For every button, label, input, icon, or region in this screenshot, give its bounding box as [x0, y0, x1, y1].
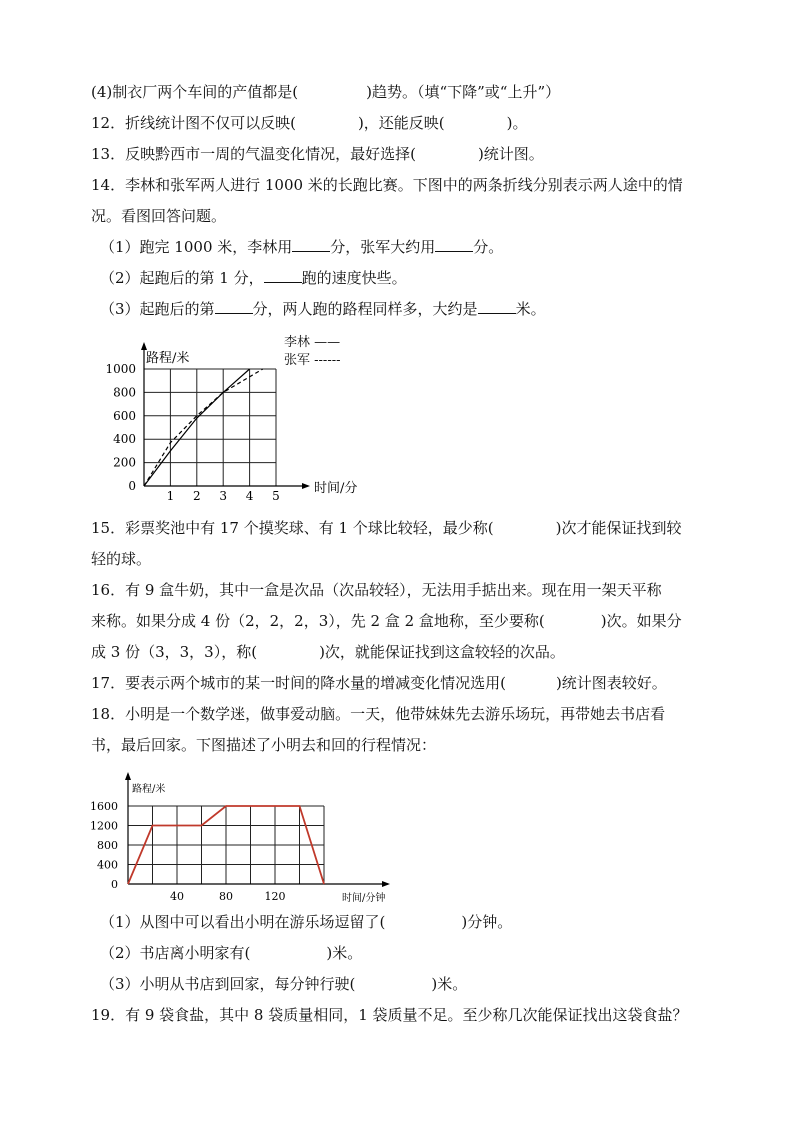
y-tick-label: 1200: [90, 819, 118, 833]
question-text: (4)制衣厂两个车间的产值都是(: [91, 83, 299, 101]
question-text: （3）起跑后的第: [100, 300, 215, 318]
question-text: 来称。如果分成 4 份（2，2，2，3），先 2 盒 2 盒地称，至少要称(: [91, 612, 545, 630]
x-axis-label: 时间/分钟: [342, 893, 386, 904]
question-15: [91, 518, 682, 538]
question-12: [91, 113, 528, 133]
y-tick-label: 400: [97, 858, 118, 872]
y-tick-label: 800: [97, 839, 118, 852]
answer-blank[interactable]: [292, 237, 330, 252]
question-text: 14．李林和张军两人进行 1000 米的长跑比赛。下图中的两条折线分别表示两人途中的情: [91, 176, 683, 194]
question-text: 跑的速度快些。: [301, 269, 407, 287]
question-text: 分，张军大约用: [330, 238, 436, 256]
question-text: )次，就能保证找到这盒较轻的次品。: [319, 643, 565, 661]
question-text: 15．彩票奖池中有 17 个摸奖球、有 1 个球比较轻，最少称(: [91, 519, 494, 537]
question-text: 17．要表示两个城市的某一时间的降水量的增减变化情况选用(: [91, 674, 506, 692]
x-tick-label: 3: [219, 489, 228, 503]
answer-blank[interactable]: [435, 237, 473, 252]
question-text: )统计图表较好。: [555, 674, 667, 692]
question-14: [91, 175, 683, 195]
question-14-cont: [91, 206, 226, 226]
legend-zhangjun: 张军 ------: [284, 353, 341, 368]
question-14-sub2: [100, 268, 407, 288]
question-text: )趋势。（填“下降”或“上升”）: [366, 83, 561, 101]
question-text: （1）从图中可以看出小明在游乐场逗留了(: [100, 913, 386, 931]
x-tick-label: 80: [219, 890, 233, 903]
question-text: )统计图。: [477, 145, 544, 163]
question-text: )次才能保证找到较: [555, 519, 682, 537]
question-text: )次。如果分: [600, 612, 682, 630]
x-tick-label: 120: [264, 890, 286, 903]
question-text: 书，最后回家。下图描述了小明去和回的行程情况：: [91, 736, 437, 754]
x-axis-label: 时间/分: [314, 481, 358, 496]
question-text: )。: [506, 114, 528, 132]
question-14-sub3: [100, 299, 546, 319]
y-tick-label: 200: [113, 455, 136, 470]
question-text: （2）起跑后的第 1 分，: [100, 269, 264, 287]
question-19: [91, 1005, 688, 1025]
question-text: 况。看图回答问题。: [91, 207, 227, 225]
question-16: [91, 580, 662, 600]
question-text: )，还能反映(: [357, 114, 445, 132]
question-14-sub1: [100, 237, 503, 257]
question-text: （3）小明从书店到回家，每分钟行驶(: [100, 975, 356, 993]
question-text: 分。: [473, 238, 504, 256]
question-text: 16．有 9 盒牛奶，其中一盒是次品（次品较轻），无法用手掂出来。现在用一架天平称: [91, 581, 662, 599]
x-tick-label: 4: [245, 489, 254, 503]
question-15-cont: [91, 549, 151, 569]
y-tick-label: 1000: [105, 362, 136, 376]
xiaoming-trip-chart: [90, 770, 404, 908]
question-text: )分钟。: [461, 913, 513, 931]
y-axis-label: 路程/米: [146, 351, 190, 366]
question-text: 成 3 份（3，3，3），称(: [91, 643, 258, 661]
question-text: 12．折线统计图不仅可以反映(: [91, 114, 296, 132]
question-text: 轻的球。: [91, 550, 152, 568]
x-axis-arrow: [382, 881, 390, 887]
question-16-cont2: [91, 642, 565, 662]
question-13: [91, 144, 544, 164]
y-tick-label: 0: [128, 479, 136, 493]
text-line-q11-part4: [91, 82, 560, 102]
y-axis-label: 路程/米: [132, 784, 166, 795]
question-text: （1）跑完 1000 米，李林用: [100, 238, 293, 256]
x-tick-label: 2: [192, 489, 201, 503]
series-line-zhangjun: [144, 369, 263, 486]
question-18-sub2: [100, 943, 362, 963]
x-axis-arrow: [302, 483, 310, 489]
y-tick-label: 600: [113, 408, 136, 423]
question-text: （2）书店离小明家有(: [100, 944, 251, 962]
question-text: 米。: [515, 300, 546, 318]
x-tick-label: 1: [166, 489, 175, 503]
question-18-sub1: [100, 912, 512, 932]
legend-lilin: 李林 ——: [284, 335, 341, 350]
x-tick-label: 5: [272, 489, 280, 503]
answer-blank[interactable]: [478, 299, 516, 314]
y-tick-label: 1600: [90, 800, 118, 813]
question-text: 19．有 9 袋食盐，其中 8 袋质量相同，1 袋质量不足。至少称几次能保证找出这袋食盐？: [91, 1006, 688, 1024]
question-16-cont1: [91, 611, 682, 631]
question-text: 13．反映黔西市一周的气温变化情况，最好选择(: [91, 145, 416, 163]
answer-blank[interactable]: [264, 268, 302, 283]
question-text: )米。: [431, 975, 468, 993]
question-17: [91, 673, 667, 693]
question-text: 18．小明是一个数学迷，做事爱动脑。一天，他带妹妹先去游乐场玩，再带她去书店看: [91, 705, 666, 723]
x-tick-label: 40: [170, 890, 184, 903]
y-tick-label: 0: [111, 878, 118, 891]
question-18-sub3: [100, 974, 467, 994]
question-18-cont: [91, 735, 436, 755]
question-18: [91, 704, 665, 724]
answer-blank[interactable]: [215, 299, 253, 314]
y-tick-label: 400: [113, 432, 136, 447]
y-axis-arrow: [141, 342, 147, 350]
question-text: )米。: [326, 944, 363, 962]
question-text: 分，两人跑的路程同样多，大约是: [252, 300, 478, 318]
y-axis-arrow: [125, 772, 131, 780]
y-tick-label: 800: [113, 385, 136, 400]
